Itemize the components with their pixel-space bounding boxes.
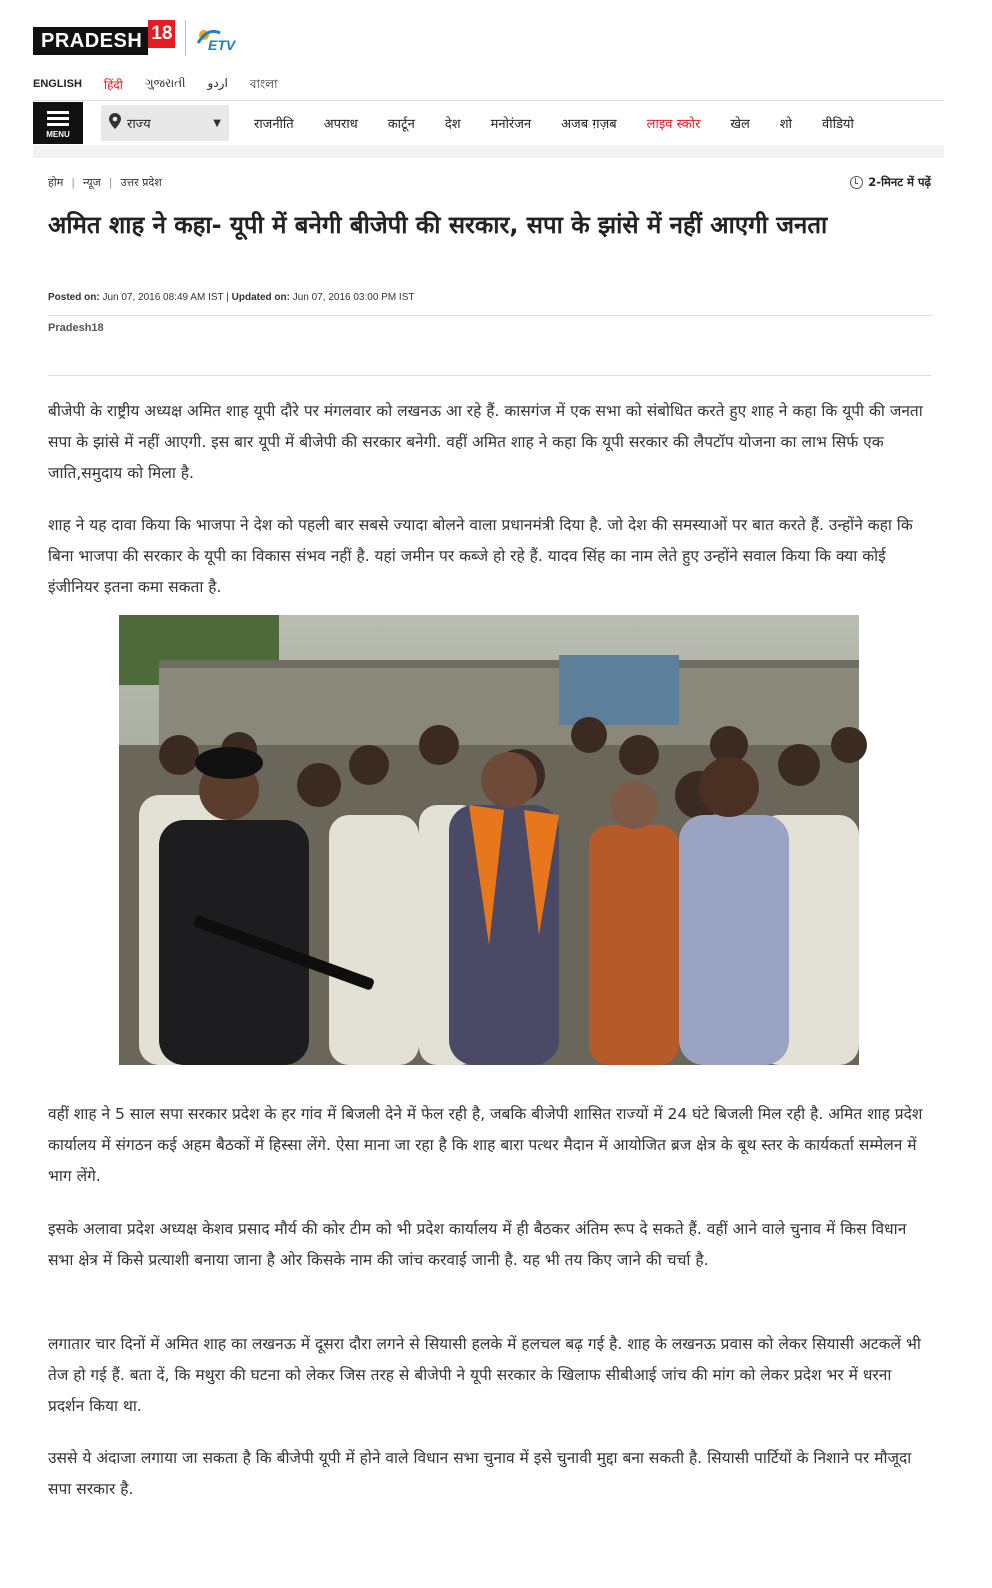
nav-item-entertainment[interactable]: मनोरंजन xyxy=(490,117,532,132)
language-link-bangla[interactable]: বাংলা xyxy=(249,77,278,91)
hamburger-icon xyxy=(47,108,69,129)
clock-icon xyxy=(850,176,863,189)
svg-text:ETV: ETV xyxy=(208,37,236,53)
caret-down-icon: ▼ xyxy=(213,117,221,129)
state-dropdown-label: राज्य xyxy=(127,117,151,132)
article-paragraph: उससे ये अंदाजा लगाया जा सकता है कि बीजेपी यूपी में होने वाले विधान सभा चुनाव में इसे चुनावी मुद्दा बना सकती है. सियासी पार्टियों के निशाने पर मौजूदा सपा सरकार है. xyxy=(48,1449,912,1498)
nav-item-crime[interactable]: अपराध xyxy=(323,117,358,132)
nav-item-live-score[interactable]: लाइव स्कोर xyxy=(646,117,701,132)
nav-item-sports[interactable]: खेल xyxy=(730,117,750,132)
language-link-gujarati[interactable]: ગુજરાતી xyxy=(144,76,186,90)
header-logos xyxy=(33,18,236,58)
language-link-hindi[interactable]: हिंदी xyxy=(103,78,123,92)
etv-logo[interactable] xyxy=(194,23,236,53)
nav-item-politics[interactable]: राजनीति xyxy=(254,117,294,132)
article-paragraph: वहीं शाह ने 5 साल सपा सरकार प्रदेश के हर गांव में बिजली देने में फेल रही है, जबकि बीजेपी शासित राज्यों में 24 घंटे बिजली मिल रही है. अमित शाह प्रदेश कार्यालय में संगठन कई अहम बैठकों में हिस्सा लेंगे. ऐसा माना जा रहा है कि शाह बारा पत्थर मैदान में आयोजित ब्रज क्षेत्र के बूथ स्तर के कार्यकर्ता सम्मेलन में भाग लेंगे. xyxy=(48,1105,923,1185)
crowd-photo-illustration xyxy=(119,615,859,1065)
posted-date: Jun 07, 2016 08:49 AM IST xyxy=(102,292,224,303)
divider xyxy=(48,315,931,316)
main-nav xyxy=(33,100,944,146)
breadcrumb-news[interactable]: न्यूज xyxy=(83,176,101,189)
article-paragraph: शाह ने यह दावा किया कि भाजपा ने देश को पहली बार सबसे ज्यादा बोलने वाला प्रधानमंत्री दिया है. जो देश की समस्याओं पर बात करते हैं. उन्होंने कहा कि बिना भाजपा की सरकार के यूपी का विकास संभव नहीं है. यहां जमीन पर कब्जे हो रहे हैं. यादव सिंह का नाम लेते हुए उन्होंने सवाल किया कि क्या कोई इंजीनियर इतना कमा सकता है. xyxy=(48,516,913,596)
divider xyxy=(48,375,931,376)
read-time-label: 2-मिनट में पढ़ें xyxy=(868,175,931,189)
meta-separator: | xyxy=(226,292,232,303)
article-timestamps xyxy=(48,292,415,303)
logo-divider xyxy=(185,20,186,56)
nav-item-show[interactable]: शो xyxy=(779,117,792,132)
language-link-urdu[interactable]: اردو xyxy=(207,76,228,90)
updated-date: Jun 07, 2016 03:00 PM IST xyxy=(292,292,415,303)
nav-item-cartoon[interactable]: कार्टून xyxy=(387,117,415,132)
language-switcher xyxy=(33,76,300,96)
menu-label: MENU xyxy=(46,129,70,139)
breadcrumb xyxy=(48,175,162,190)
breadcrumb-separator: | xyxy=(108,176,113,189)
location-pin-icon xyxy=(109,113,127,133)
state-dropdown[interactable] xyxy=(101,105,229,141)
menu-button[interactable] xyxy=(33,102,83,144)
pradesh18-logo[interactable] xyxy=(33,19,175,57)
breadcrumb-separator: | xyxy=(71,176,75,189)
breadcrumb-uttar-pradesh[interactable]: उत्तर प्रदेश xyxy=(120,176,162,189)
article-paragraph: बीजेपी के राष्ट्रीय अध्यक्ष अमित शाह यूपी दौरे पर मंगलवार को लखनऊ आ रहे हैं. कासगंज में एक सभा को संबोधित करते हुए शाह ने कहा कि यूपी की जनता सपा के झांसे में नहीं आएगी. इस बार यूपी में बीजेपी की सरकार बनेगी. वहीं अमित शाह ने कहा कि यूपी सरकार की लैपटॉप योजना का लाभ सिर्फ एक जाति,समुदाय को मिला है. xyxy=(48,402,923,482)
nav-item-ajab-gajab[interactable]: अजब ग़ज़ब xyxy=(561,117,617,132)
article-paragraph: लगातार चार दिनों में अमित शाह का लखनऊ में दूसरा दौरा लगने से सियासी हलके में हलचल बढ़ गई है. शाह के लखनऊ प्रवास को लेकर सियासी अटकलें भी तेज हो गई हैं. बता दें, कि मथुरा की घटना को लेकर जिस तरह से बीजेपी ने यूपी सरकार के खिलाफ सीबीआई जांच की मांग को लेकर प्रदेश भर में धरना प्रदर्शन किया था. xyxy=(48,1335,921,1415)
logo-number: 18 xyxy=(148,20,175,48)
nav-item-video[interactable]: वीडियो xyxy=(821,117,854,132)
etv-logo-mark xyxy=(194,23,236,53)
article-photo xyxy=(119,615,859,1065)
article-title: अमित शाह ने कहा- यूपी में बनेगी बीजेपी की सरकार, सपा के झांसे में नहीं आएगी जनता xyxy=(48,211,828,239)
nav-shadow-band xyxy=(33,145,944,158)
read-time xyxy=(850,175,931,190)
nav-item-country[interactable]: देश xyxy=(444,117,461,132)
article-paragraph: इसके अलावा प्रदेश अध्यक्ष केशव प्रसाद मौर्य की कोर टीम को भी प्रदेश कार्यालय में ही बैठकर अंतिम रूप दे सकते हैं. वहीं आने वाले चुनाव में किस विधान सभा क्षेत्र में किसे प्रत्याशी बनाया जाना है ओर किसके नाम की जांच करवाई जानी है. यह भी तय किए जाने की चर्चा है. xyxy=(48,1220,907,1269)
nav-items xyxy=(239,114,869,132)
language-link-english[interactable]: ENGLISH xyxy=(33,78,82,90)
posted-label: Posted on: xyxy=(48,292,100,303)
breadcrumb-home[interactable]: होम xyxy=(48,176,64,189)
updated-label: Updated on: xyxy=(231,292,290,303)
logo-text: PRADESH xyxy=(33,27,148,55)
article-author: Pradesh18 xyxy=(48,322,104,334)
